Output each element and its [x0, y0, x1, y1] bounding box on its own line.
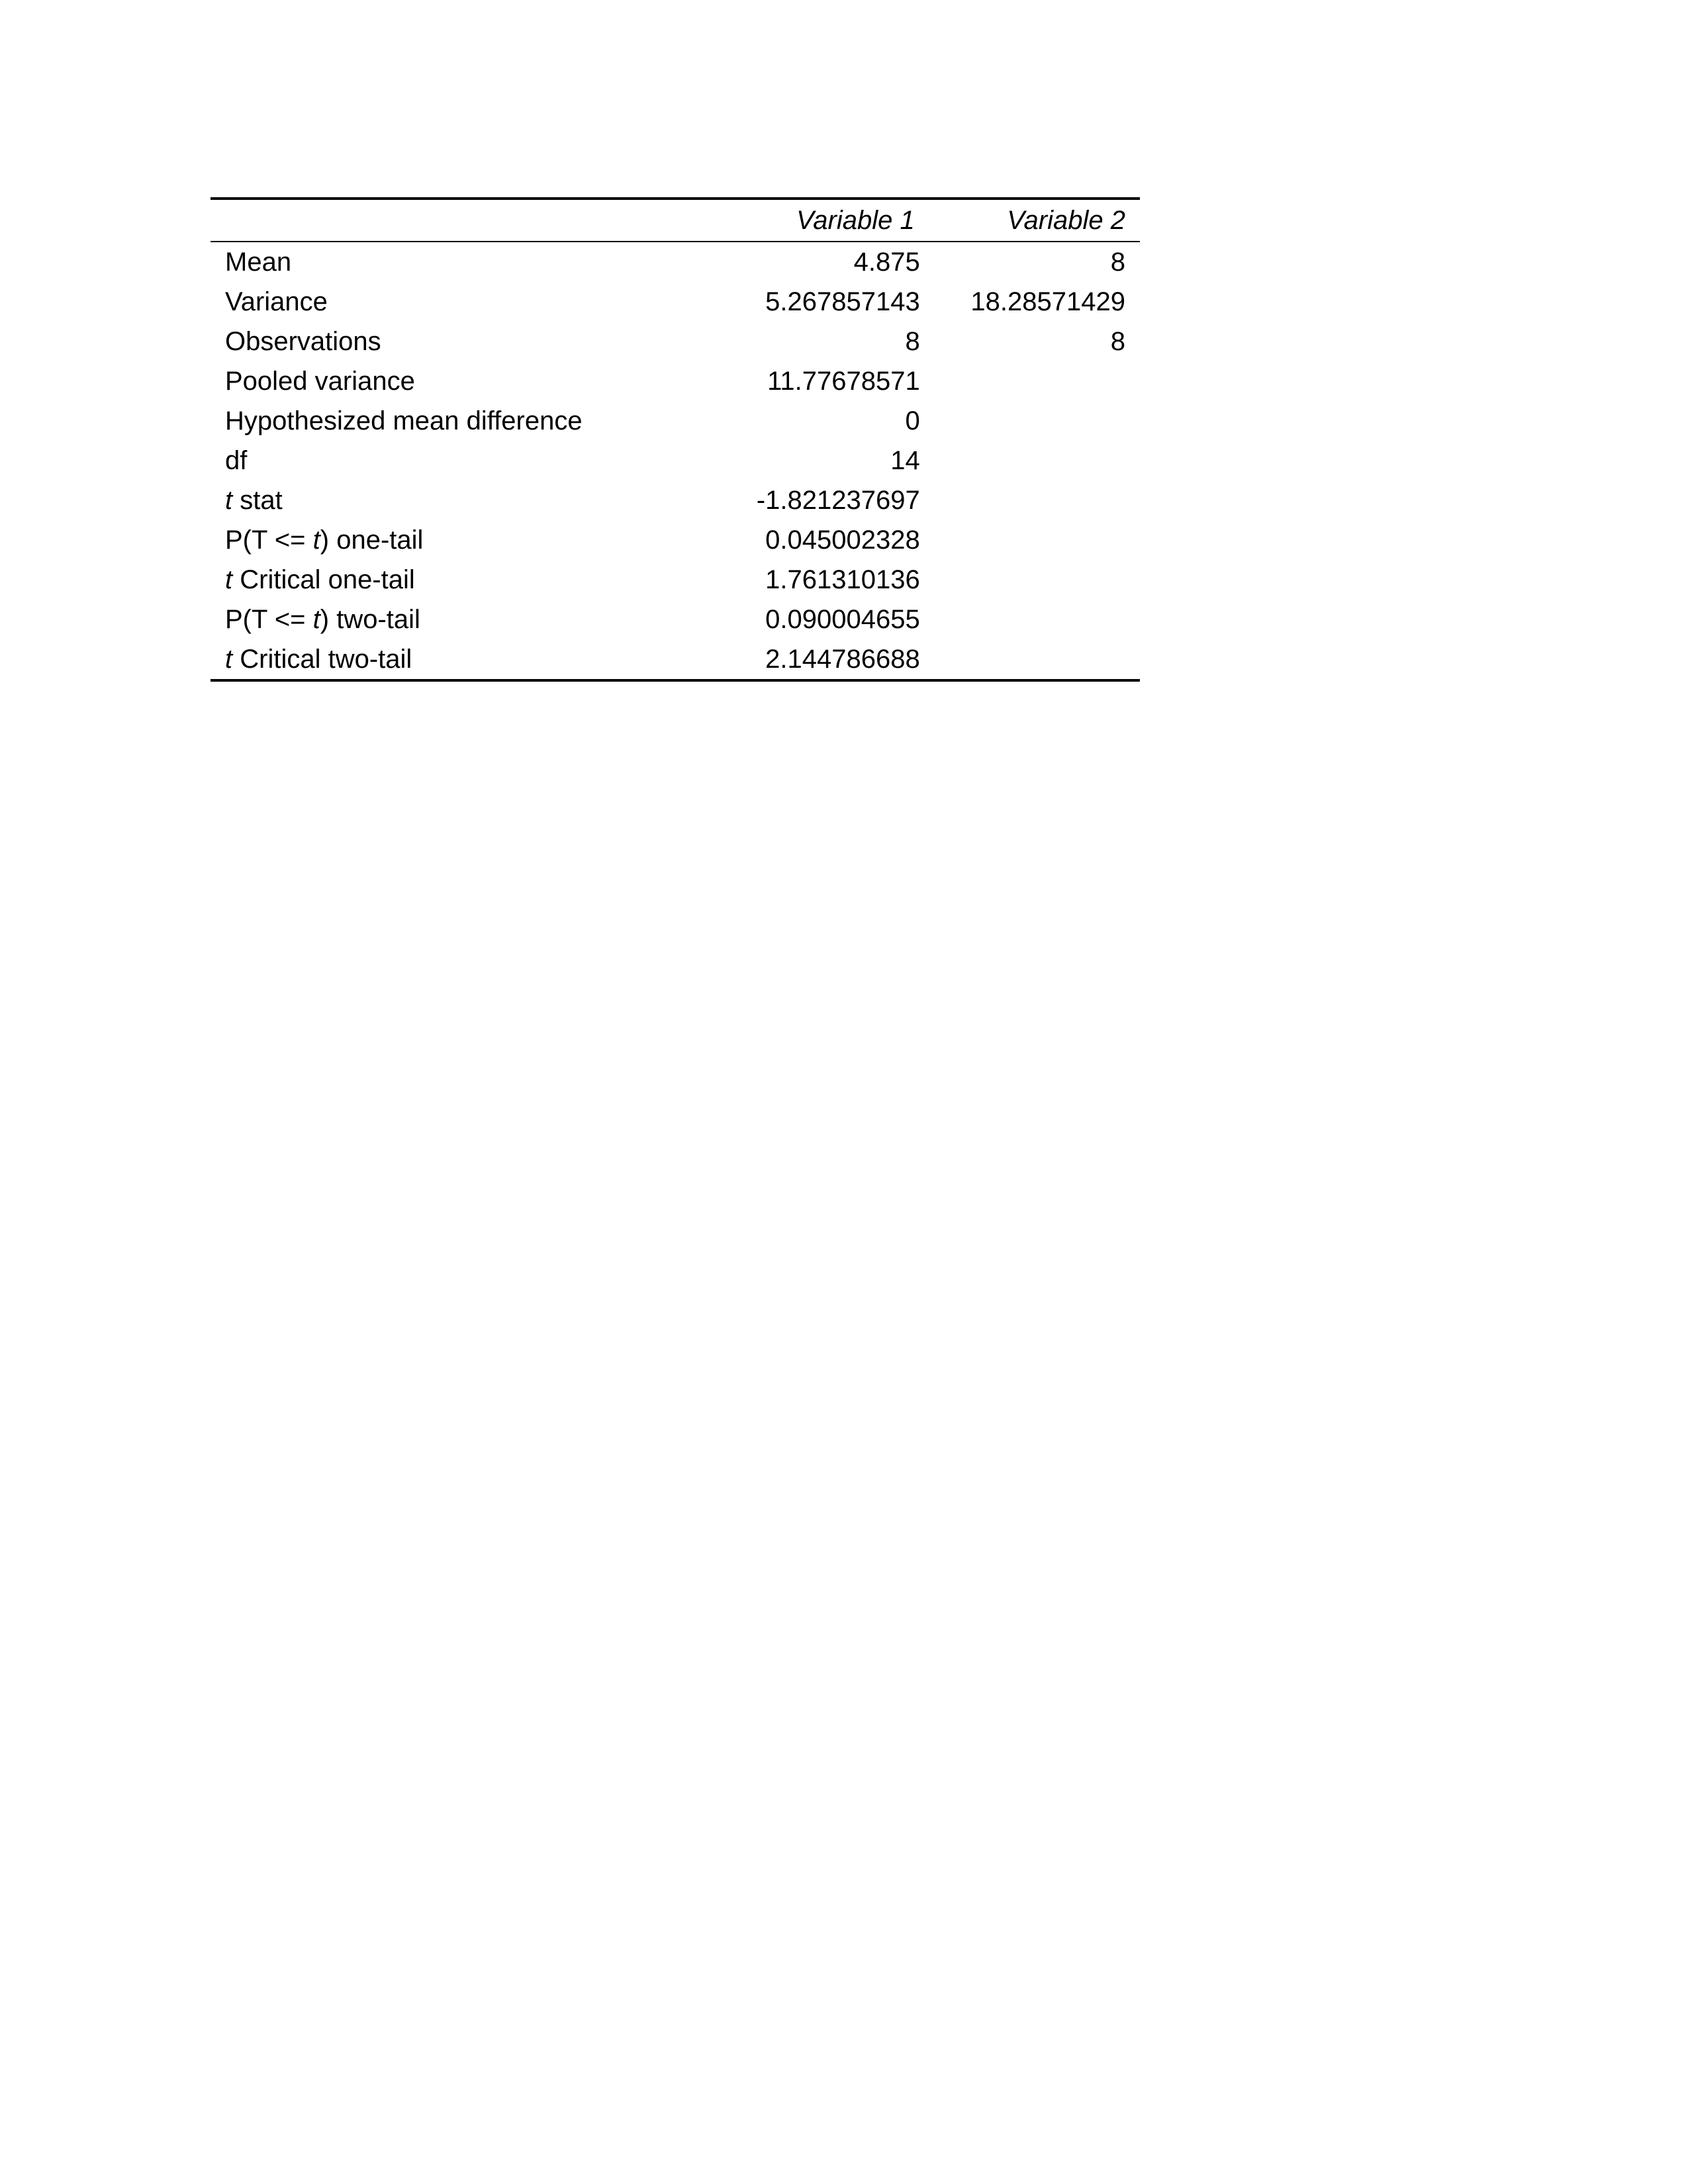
variable-2-value	[920, 600, 1140, 639]
italic-t: t	[312, 525, 320, 555]
variable-2-value: 8	[1110, 248, 1125, 277]
table-row	[211, 401, 1140, 441]
row-label: Mean	[225, 248, 292, 277]
variable-2-value	[920, 361, 1140, 401]
table-row	[211, 639, 1140, 680]
table-row	[211, 480, 1140, 520]
variable-1-value: 0.090004655	[765, 605, 920, 634]
header-blank	[211, 199, 694, 242]
table-row	[211, 441, 1140, 480]
variable-1-value: -1.821237697	[756, 486, 920, 515]
variable-2-value	[920, 441, 1140, 480]
label-text: Critical two-tail	[232, 645, 412, 674]
variable-1-value: 11.77678571	[767, 367, 920, 396]
variable-2-value	[920, 480, 1140, 520]
row-label: df	[225, 446, 248, 475]
t-test-results-table	[211, 197, 1140, 682]
italic-t: t	[225, 645, 233, 674]
table-row	[211, 560, 1140, 600]
header-variable-1: Variable 1	[796, 206, 915, 235]
row-label: Pooled variance	[225, 367, 415, 396]
label-text: ) one-tail	[320, 525, 424, 555]
variable-1-value: 4.875	[853, 248, 920, 277]
label-text: P(T <=	[225, 605, 313, 634]
variable-1-value: 2.144786688	[765, 645, 920, 674]
variable-1-value: 1.761310136	[765, 565, 920, 594]
variable-2-value	[920, 401, 1140, 441]
row-label	[211, 560, 694, 600]
variable-2-value	[920, 560, 1140, 600]
variable-2-value	[920, 520, 1140, 560]
header-variable-2: Variable 2	[1007, 206, 1125, 235]
italic-t: t	[312, 605, 320, 634]
italic-t: t	[225, 486, 233, 515]
row-label	[211, 639, 694, 680]
label-text: Critical one-tail	[232, 565, 415, 594]
row-label	[211, 520, 694, 560]
table-row	[211, 322, 1140, 361]
variable-1-value: 0	[905, 406, 920, 435]
variable-1-value: 14	[890, 446, 920, 475]
label-text: P(T <=	[225, 525, 313, 555]
label-text: ) two-tail	[320, 605, 420, 634]
table-row	[211, 600, 1140, 639]
variable-1-value: 5.267857143	[765, 287, 920, 316]
row-label: Observations	[225, 327, 381, 356]
table-row	[211, 361, 1140, 401]
table-header-row	[211, 199, 1140, 242]
table-row	[211, 282, 1140, 322]
variable-2-value: 18.28571429	[970, 287, 1125, 316]
italic-t: t	[225, 565, 233, 594]
row-label	[211, 480, 694, 520]
row-label: Variance	[225, 287, 328, 316]
table-row	[211, 520, 1140, 560]
row-label: Hypothesized mean difference	[225, 406, 583, 435]
variable-2-value	[920, 639, 1140, 680]
variable-2-value: 8	[1110, 327, 1125, 356]
variable-1-value: 0.045002328	[765, 525, 920, 555]
table-row	[211, 242, 1140, 282]
row-label	[211, 600, 694, 639]
label-text: stat	[232, 486, 283, 515]
variable-1-value: 8	[905, 327, 920, 356]
